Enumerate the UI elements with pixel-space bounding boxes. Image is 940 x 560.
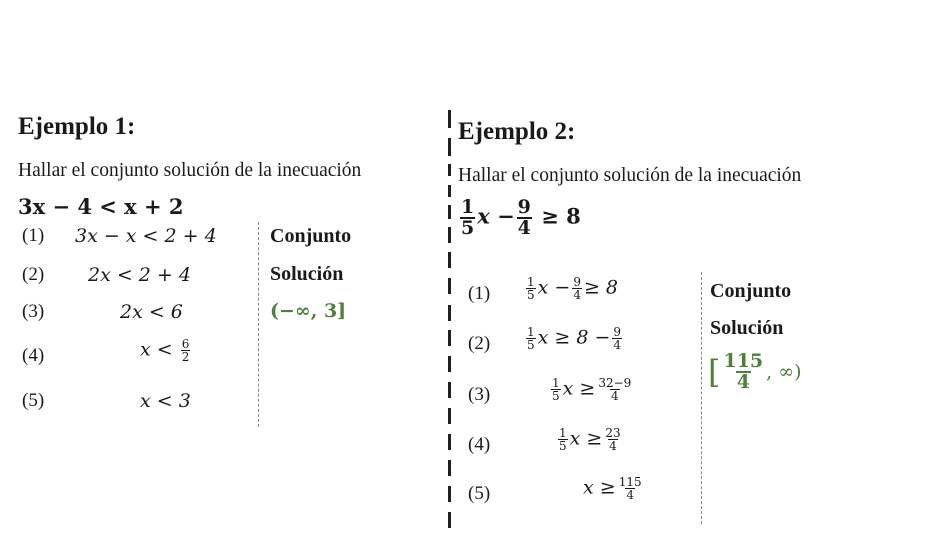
example1-instruction: Hallar el conjunto solución de la inecuación [18,160,362,181]
ex1-step4-expr: x < $\frac{6}{2}$ [140,337,190,364]
example2-title: Ejemplo 2: [458,118,576,145]
ex2-step2-expr: $\frac{1}{5}$ x ≥ 8 − $\frac{9}{4}$ [527,325,622,352]
ex2-solution-label-1: Conjunto [710,280,792,302]
separator-segment [448,252,451,268]
ex2-step5-expr: x ≥ $\frac{115}{4}$ [583,475,642,502]
ex1-step3-expr: 2x < 6 [120,301,183,323]
separator-segment [448,382,451,398]
example2-instruction: Hallar el conjunto solución de la inecuación [458,165,802,186]
ex1-step2-label: (2) [22,264,45,285]
separator-segment [448,305,451,321]
separator-segment [448,185,451,197]
ex1-divider [258,222,259,427]
ex1-solution-set: (−∞, 3] [270,300,347,322]
example2-inequality: $\frac{1}{5}$ x − $\frac{9}{4}$ ≥ 8 [461,196,581,239]
ex2-step4-label: (4) [468,434,491,455]
ex2-step2-label: (2) [468,333,491,354]
separator-segment [448,205,451,219]
ex1-step5-expr: x < 3 [140,390,191,412]
ex1-step1-label: (1) [22,225,45,246]
separator-segment [448,278,451,294]
ex1-step2-expr: 2x < 2 + 4 [88,264,191,286]
separator-segment [448,434,451,450]
ex2-step1-label: (1) [468,283,491,304]
separator-segment [448,138,451,156]
ex1-solution-label-2: Solución [270,263,344,285]
example1-title: Ejemplo 1: [18,113,136,140]
ex1-step5-label: (5) [22,390,45,411]
separator-segment [448,512,451,528]
ex2-step5-label: (5) [468,483,491,504]
ex1-step4-label: (4) [22,345,45,366]
separator-segment [448,460,451,476]
separator-segment [448,408,451,424]
separator-segment [448,227,451,243]
separator-segment [448,164,451,176]
separator-segment [448,330,451,346]
ex2-solution-label-2: Solución [710,317,784,339]
ex1-step1-expr: 3x − x < 2 + 4 [75,225,217,247]
ex2-step4-expr: $\frac{1}{5}$ x ≥ $\frac{23}{4}$ [559,426,621,453]
ex2-step3-expr: $\frac{1}{5}$ x ≥ $\frac{32-9}{4}$ [552,376,632,403]
ex2-solution-set: [ $\frac{115}{4}$ , ∞) [708,350,802,393]
ex1-solution-label-1: Conjunto [270,225,352,247]
separator-segment [448,486,451,502]
separator-segment [448,110,451,128]
ex1-step3-label: (3) [22,301,45,322]
ex2-step1-expr: $\frac{1}{5}$ x − $\frac{9}{4}$ ≥ 8 [527,275,619,302]
ex2-step3-label: (3) [468,384,491,405]
separator-segment [448,356,451,372]
example1-inequality: 3x − 4 < x + 2 [18,194,184,219]
ex2-divider [701,272,702,524]
